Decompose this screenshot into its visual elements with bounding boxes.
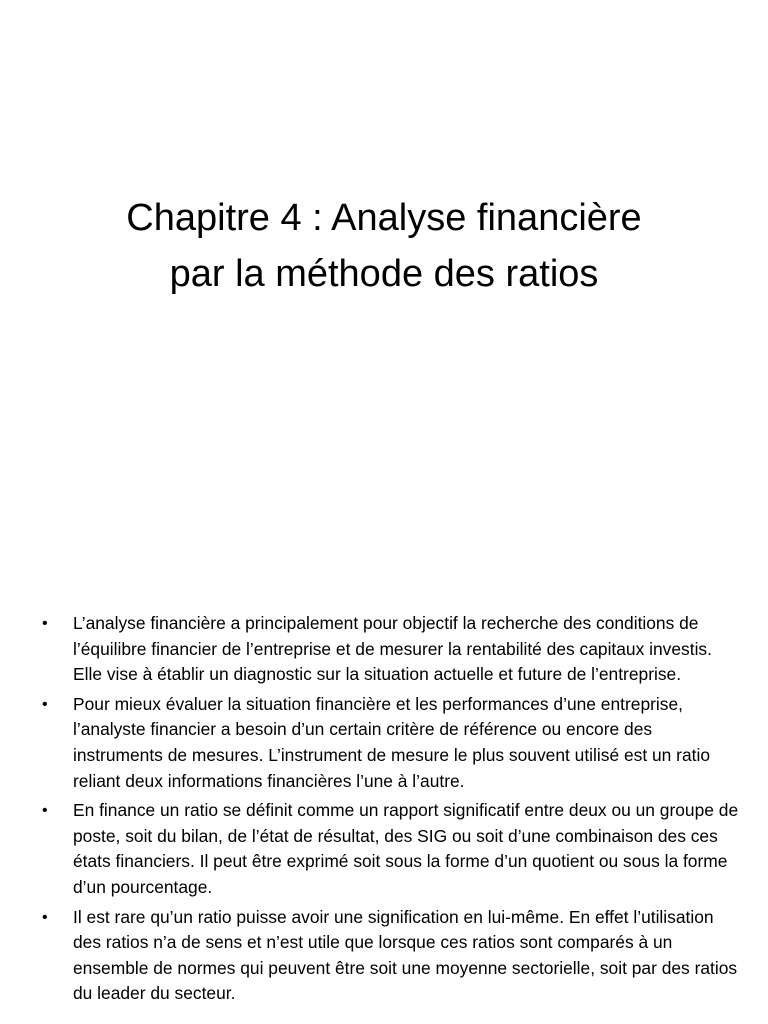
bullet-text: L’analyse financière a principalement pour objectif la recherche des conditions de l’équilibre financier de l’entreprise et de mesurer la rentabilité des capitaux investis. Elle vise à établir un diagnostic sur la situation actuelle et future de l’entreprise. [73,613,712,685]
bullet-dot-icon: • [42,615,48,632]
bullet-item [40,798,740,900]
bullet-text: En finance un ratio se définit comme un rapport significatif entre deux ou un groupe de poste, soit du bilan, de l’état de résultat, des SIG ou soit d’une combinaison des ces états financiers. Il peut être exprimé soit sous la forme d’un quotient ou sous la forme d’un pourcentage. [73,800,739,897]
slide-title-line-2: par la méthode des ratios [169,253,599,295]
bullet-dot-icon: • [42,802,48,820]
bullet-text: Pour mieux évaluer la situation financière et les performances d’une entreprise, l’analyste financier a besoin d’un certain critère de référence ou encore des instruments de mesures. L’instrument de mesure le plus souvent utilisé est un ratio reliant deux informations financières l’une à l’autre. [73,693,710,791]
slide-title [40,190,728,302]
bullet-item [40,611,740,688]
bullet-dot-icon: • [42,908,48,926]
bullet-dot-icon: • [42,695,48,713]
bullet-item [40,692,740,794]
bullet-text: Il est rare qu’un ratio puisse avoir une signification en lui-même. En effet l’utilisation des ratios n’a de sens et n’est utile que lorsque ces ratios sont comparés à un ensemble de normes qui peuvent être soit une moyenne sectorielle, soit par des ratios du leader du secteur. [73,906,738,1004]
slide-title-line-1: Chapitre 4 : Analyse financière [126,197,642,239]
bullet-list [40,611,740,1011]
bullet-item [40,905,740,1007]
